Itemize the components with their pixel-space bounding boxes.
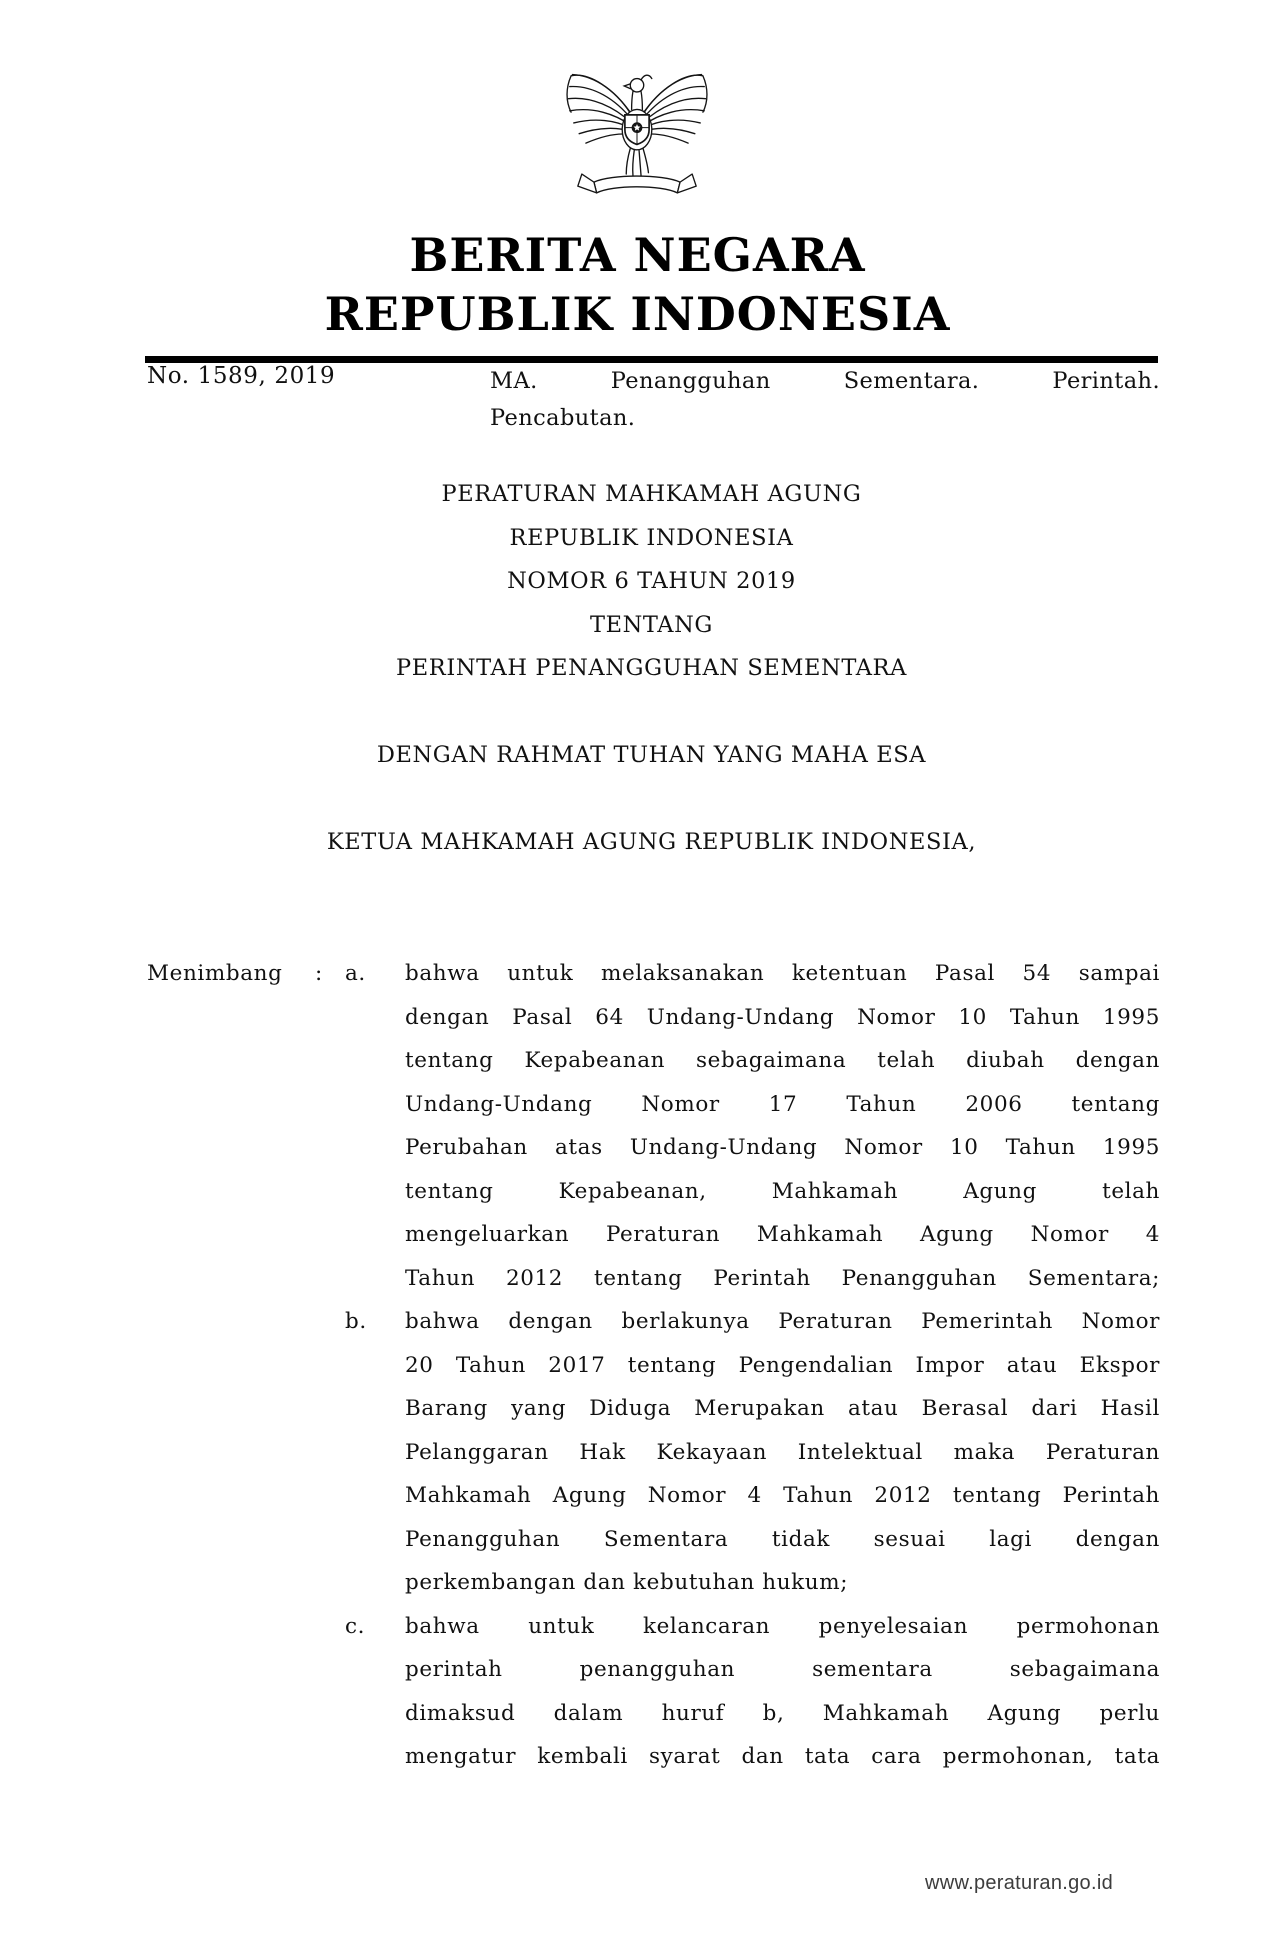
consideration-line: 20 Tahun 2017 tentang Pengendalian Impor atau Ekspor xyxy=(405,1352,1160,1378)
item-marker: c. xyxy=(345,1613,366,1639)
consideration-line: Perubahan atas Undang-Undang Nomor 10 Tahun 1995 xyxy=(405,1135,1160,1160)
consideration-line: Mahkamah Agung Nomor 4 Tahun 2012 tentang Perintah xyxy=(405,1483,1160,1508)
item-lines xyxy=(405,1300,1160,1605)
regulation-title-line2: REPUBLIK INDONESIA xyxy=(509,524,794,551)
considerations-items xyxy=(345,952,1160,1779)
consideration-line: bahwa untuk kelancaran penyelesaian permohonan xyxy=(405,1613,1160,1639)
regulation-title-line5: PERINTAH PENANGGUHAN SEMENTARA xyxy=(396,655,907,681)
consideration-line: Penangguhan Sementara tidak sesuai lagi dengan xyxy=(405,1526,1160,1552)
regulation-title-line3: NOMOR 6 TAHUN 2019 xyxy=(507,568,796,594)
consideration-line: tentang Kepabeanan sebagaimana telah diubah dengan xyxy=(405,1048,1160,1073)
garuda-pancasila-emblem xyxy=(563,50,711,212)
considerations-section xyxy=(147,952,1160,1779)
considerations-separator: : xyxy=(315,961,323,986)
masthead-title xyxy=(0,226,1275,344)
gazette-subject xyxy=(490,363,1160,437)
consideration-line: Pelanggaran Hak Kekayaan Intelektual maka Peraturan xyxy=(405,1439,1160,1465)
regulation-title-line4: TENTANG xyxy=(589,611,713,638)
consideration-line: bahwa untuk melaksanakan ketentuan Pasal 54 sampai xyxy=(405,961,1160,986)
consideration-line: dimaksud dalam huruf b, Mahkamah Agung perlu xyxy=(405,1700,1160,1726)
consideration-item xyxy=(345,1300,1160,1605)
regulation-title xyxy=(145,473,1158,691)
item-marker: a. xyxy=(345,961,366,986)
consideration-line: perkembangan dan kebutuhan hukum; xyxy=(405,1570,849,1595)
regulation-title-line1: PERATURAN MAHKAMAH AGUNG xyxy=(441,481,862,507)
gazette-subject-line2: Pencabutan. xyxy=(490,405,636,431)
gazette-number: No. 1589, 2019 xyxy=(147,363,336,389)
consideration-line: mengatur kembali syarat dan tata cara permohonan, tata xyxy=(405,1744,1160,1769)
consideration-item xyxy=(345,952,1160,1300)
item-lines xyxy=(405,1605,1160,1779)
masthead-title-line1: BERITA NEGARA xyxy=(409,228,866,282)
consideration-line: Barang yang Diduga Merupakan atau Berasal dari Hasil xyxy=(405,1396,1160,1421)
gazette-subject-line1: MA. Penangguhan Sementara. Perintah. xyxy=(490,368,1160,394)
invocation-line: DENGAN RAHMAT TUHAN YANG MAHA ESA xyxy=(376,742,927,768)
consideration-line: dengan Pasal 64 Undang-Undang Nomor 10 Tahun 1995 xyxy=(405,1004,1160,1030)
masthead-divider-rule xyxy=(145,356,1158,363)
consideration-line: Undang-Undang Nomor 17 Tahun 2006 tentang xyxy=(405,1091,1160,1117)
footer-website: www.peraturan.go.id xyxy=(924,1872,1113,1894)
consideration-line: bahwa dengan berlakunya Peraturan Pemerintah Nomor xyxy=(405,1309,1160,1334)
consideration-line: mengeluarkan Peraturan Mahkamah Agung Nomor 4 xyxy=(405,1222,1160,1247)
consideration-item xyxy=(345,1605,1160,1779)
addressee-line: KETUA MAHKAMAH AGUNG REPUBLIK INDONESIA, xyxy=(326,829,977,855)
item-marker: b. xyxy=(345,1309,367,1334)
item-lines xyxy=(405,952,1160,1300)
masthead-title-line2: REPUBLIK INDONESIA xyxy=(324,287,951,341)
consideration-line: perintah penangguhan sementara sebagaimana xyxy=(405,1657,1160,1682)
consideration-line: tentang Kepabeanan, Mahkamah Agung telah xyxy=(405,1178,1160,1204)
consideration-line: Tahun 2012 tentang Perintah Penangguhan Sementara; xyxy=(405,1265,1160,1291)
considerations-label: Menimbang xyxy=(147,961,283,986)
